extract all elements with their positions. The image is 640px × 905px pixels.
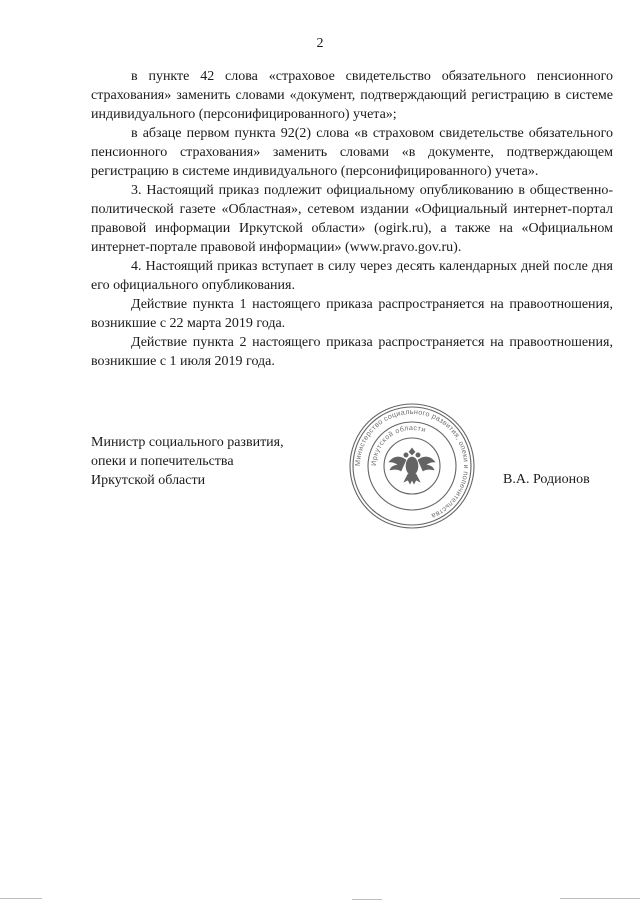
signer-position-line: Иркутской области [91,473,206,488]
signer-name: В.А. Родионов [503,472,590,487]
paragraph-effect-point-2: Действие пункта 2 настоящего приказа распространяется на правоотношения, возникшие с 1 июля 2019 года. [91,335,613,369]
coat-of-arms-eagle-icon [389,448,435,484]
scan-artifact-line [352,899,382,900]
paragraph-4-entry-into-force: 4. Настоящий приказ вступает в силу через десять календарных дней после дня его официального опубликования. [91,259,613,293]
signer-position-line: опеки и попечительства [91,454,234,469]
paragraph-item-42: в пункте 42 слова «страховое свидетельство обязательного пенсионного страхования» заменить словами «документ, подтверждающий регистрацию в системе индивидуального (персонифицированного) учета»; [91,69,613,122]
document-body [91,67,613,371]
signature-block [91,433,284,490]
paragraph-3-publication: 3. Настоящий приказ подлежит официальному опубликованию в общественно-политической газете «Областная», сетевом издании «Официальный интернет-портал правовой информации Иркутской области» (ogirk.ru), а также на «Официальном интернет-портале правовой информации» (www.pravo.gov.ru). [91,183,613,255]
paragraph-effect-point-1: Действие пункта 1 настоящего приказа распространяется на правоотношения, возникшие с 22 марта 2019 года. [91,297,613,331]
signer-position-line: Министр социального развития, [91,435,284,450]
scan-artifact-line [560,898,640,899]
scan-artifact-line [0,898,42,899]
seal-outer-text-path: Министерство социального развития, опеки и попечительства [352,406,472,521]
paragraph-item-92-2: в абзаце первом пункта 92(2) слова «в страховом свидетельстве обязательного пенсионного страхования» заменить словами «в документе, подтверждающем регистрацию в системе индивидуального (персонифицированного) учета». [91,126,613,179]
page-number: 2 [316,36,324,51]
seal-inner-text-path: Иркутской области [370,424,427,467]
official-seal-stamp [348,402,476,530]
